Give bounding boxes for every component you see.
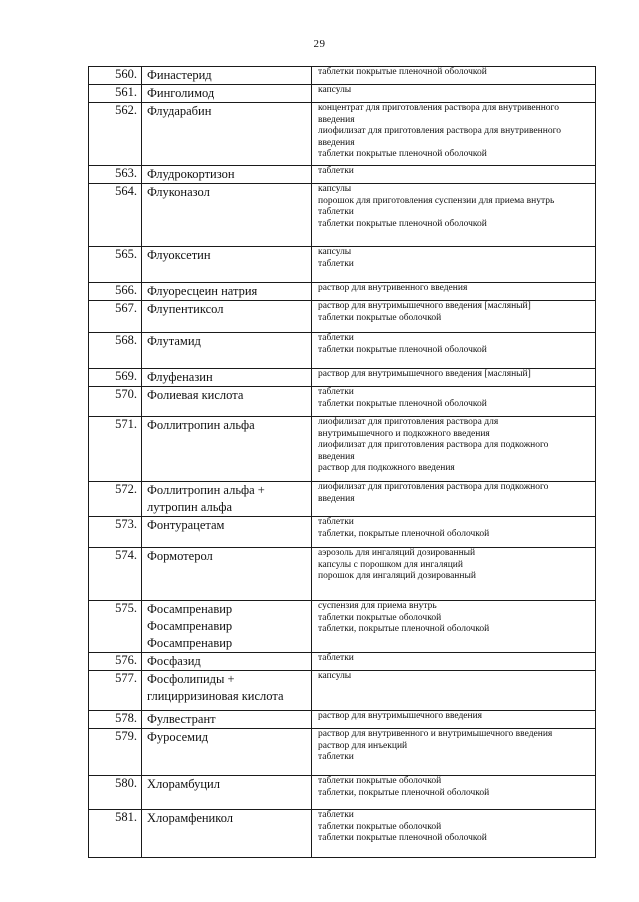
- dosage-form: лиофилизат для приготовления раствора для: [318, 417, 499, 427]
- drug-name-cell: [142, 333, 312, 369]
- dosage-form: концентрат для приготовления раствора для внутривенного: [318, 103, 559, 113]
- dosage-forms-cell: [312, 417, 596, 482]
- drug-name: Фосфазид: [147, 654, 201, 668]
- table-row: [89, 301, 596, 333]
- row-number: 574.: [89, 548, 142, 601]
- dosage-form: капсулы: [318, 85, 352, 95]
- drug-name-cell: [142, 417, 312, 482]
- dosage-forms-cell: [312, 67, 596, 85]
- dosage-form: раствор для подкожного введения: [318, 463, 455, 474]
- dosage-forms-cell: [312, 301, 596, 333]
- drug-name-cell: [142, 247, 312, 283]
- drug-name: Флудрокортизон: [147, 167, 235, 181]
- row-number: 578.: [89, 711, 142, 729]
- dosage-form: таблетки покрытые пленочной оболочкой: [318, 218, 487, 229]
- dosage-forms-cell: [312, 810, 596, 858]
- table-row: [89, 729, 596, 776]
- dosage-forms-cell: [312, 247, 596, 283]
- drug-name: Флударабин: [147, 104, 212, 118]
- drug-name-cell: [142, 711, 312, 729]
- table-row: [89, 333, 596, 369]
- dosage-form: таблетки покрытые пленочной оболочкой: [318, 398, 487, 409]
- drug-name: Фулвестрант: [147, 712, 216, 726]
- dosage-forms-cell: [312, 85, 596, 103]
- dosage-form: таблетки покрытые пленочной оболочкой: [318, 67, 487, 77]
- dosage-forms-cell: [312, 387, 596, 417]
- dosage-forms-cell: [312, 103, 596, 166]
- drug-name: Фонтурацетам: [147, 518, 225, 532]
- table-row: [89, 517, 596, 548]
- drug-name: Фуросемид: [147, 730, 209, 744]
- dosage-form: введения: [318, 451, 355, 462]
- dosage-forms-cell: [312, 653, 596, 671]
- drug-name: Хлорамфеникол: [147, 811, 234, 825]
- drug-name: Фосампренавир: [147, 619, 233, 633]
- table-row: [89, 247, 596, 283]
- drug-name: Флуоресцеин натрия: [147, 284, 258, 298]
- drug-name-cell: [142, 103, 312, 166]
- row-number: 572.: [89, 482, 142, 517]
- row-number: 581.: [89, 810, 142, 858]
- table-row: [89, 369, 596, 387]
- drug-name: Флутамид: [147, 334, 201, 348]
- dosage-forms-cell: [312, 671, 596, 711]
- drug-name: Финголимод: [147, 86, 215, 100]
- dosage-form: таблетки: [318, 258, 354, 269]
- dosage-form: таблетки: [318, 207, 354, 218]
- dosage-form: таблетки: [318, 653, 354, 663]
- table-row: [89, 653, 596, 671]
- page-number: 29: [313, 38, 326, 50]
- dosage-form: лиофилизат для приготовления раствора для внутривенного: [318, 126, 561, 137]
- dosage-form: таблетки: [318, 333, 354, 343]
- table-row: [89, 601, 596, 653]
- drug-name: Флуоксетин: [147, 248, 211, 262]
- drug-name: Финастерид: [147, 68, 212, 82]
- drug-name-cell: [142, 184, 312, 247]
- dosage-form: раствор для внутримышечного введения: [318, 711, 483, 721]
- dosage-forms-cell: [312, 601, 596, 653]
- dosage-form: капсулы: [318, 184, 352, 194]
- table-row: [89, 387, 596, 417]
- row-number: 560.: [89, 67, 142, 85]
- row-number: 568.: [89, 333, 142, 369]
- drug-name-cell: [142, 601, 312, 653]
- drug-name: Флупентиксол: [147, 302, 224, 316]
- drug-name: Фосампренавир: [147, 636, 233, 650]
- row-number: 570.: [89, 387, 142, 417]
- dosage-forms-cell: [312, 184, 596, 247]
- drug-name-cell: [142, 67, 312, 85]
- dosage-form: таблетки: [318, 517, 354, 527]
- row-number: 569.: [89, 369, 142, 387]
- drug-name-cell: [142, 729, 312, 776]
- drug-name-cell: [142, 776, 312, 810]
- drug-name-cell: [142, 653, 312, 671]
- drug-name-cell: [142, 671, 312, 711]
- table-row: [89, 283, 596, 301]
- dosage-form: раствор для внутримышечного введения [масляный]: [318, 301, 531, 311]
- dosage-forms-cell: [312, 776, 596, 810]
- dosage-forms-cell: [312, 166, 596, 184]
- row-number: 577.: [89, 671, 142, 711]
- row-number: 580.: [89, 776, 142, 810]
- dosage-form: таблетки покрытые оболочкой: [318, 821, 442, 832]
- dosage-form: раствор для внутривенного и внутримышечного введения: [318, 729, 553, 739]
- row-number: 576.: [89, 653, 142, 671]
- dosage-form: внутримышечного и подкожного введения: [318, 428, 490, 439]
- row-number: 566.: [89, 283, 142, 301]
- medicines-table: [88, 66, 596, 858]
- dosage-form: капсулы: [318, 247, 352, 257]
- dosage-forms-cell: [312, 482, 596, 517]
- drug-name: Хлорамбуцил: [147, 777, 220, 791]
- dosage-forms-cell: [312, 283, 596, 301]
- row-number: 567.: [89, 301, 142, 333]
- table-row: [89, 166, 596, 184]
- drug-name-cell: [142, 369, 312, 387]
- dosage-form: таблетки покрытые пленочной оболочкой: [318, 344, 487, 355]
- row-number: 571.: [89, 417, 142, 482]
- dosage-form: капсулы с порошком для ингаляций: [318, 559, 463, 570]
- drug-name: Флуконазол: [147, 185, 210, 199]
- drug-name-cell: [142, 166, 312, 184]
- drug-name-cell: [142, 517, 312, 548]
- drug-name: Формотерол: [147, 549, 213, 563]
- table-row: [89, 548, 596, 601]
- row-number: 564.: [89, 184, 142, 247]
- dosage-form: таблетки, покрытые пленочной оболочкой: [318, 787, 490, 798]
- dosage-form: раствор для инъекций: [318, 740, 408, 751]
- row-number: 573.: [89, 517, 142, 548]
- dosage-form: раствор для внутривенного введения: [318, 283, 468, 293]
- drug-name-cell: [142, 482, 312, 517]
- dosage-form: порошок для ингаляций дозированный: [318, 571, 476, 582]
- dosage-form: таблетки, покрытые пленочной оболочкой: [318, 624, 490, 635]
- drug-name: лутропин альфа: [147, 500, 233, 514]
- dosage-form: лиофилизат для приготовления раствора для подкожного: [318, 482, 549, 492]
- drug-name-cell: [142, 301, 312, 333]
- drug-name: Фоллитропин альфа +: [147, 483, 265, 497]
- dosage-forms-cell: [312, 369, 596, 387]
- dosage-form: капсулы: [318, 671, 352, 681]
- dosage-form: лиофилизат для приготовления раствора для подкожного: [318, 440, 549, 451]
- drug-name-cell: [142, 85, 312, 103]
- table-row: [89, 85, 596, 103]
- dosage-form: раствор для внутримышечного введения [масляный]: [318, 369, 531, 379]
- table-row: [89, 67, 596, 85]
- drug-name-cell: [142, 283, 312, 301]
- row-number: 575.: [89, 601, 142, 653]
- dosage-form: введения: [318, 114, 355, 125]
- drug-name: глицирризиновая кислота: [147, 689, 284, 703]
- table-row: [89, 103, 596, 166]
- dosage-form: таблетки покрытые оболочкой: [318, 776, 442, 786]
- dosage-forms-cell: [312, 711, 596, 729]
- dosage-form: таблетки: [318, 387, 354, 397]
- dosage-form: введения: [318, 493, 355, 504]
- dosage-form: таблетки, покрытые пленочной оболочкой: [318, 528, 490, 539]
- drug-name: Флуфеназин: [147, 370, 213, 384]
- dosage-forms-cell: [312, 517, 596, 548]
- dosage-form: таблетки покрытые пленочной оболочкой: [318, 149, 487, 160]
- dosage-form: таблетки покрытые оболочкой: [318, 612, 442, 623]
- row-number: 563.: [89, 166, 142, 184]
- dosage-forms-cell: [312, 333, 596, 369]
- table-row: [89, 810, 596, 858]
- dosage-forms-cell: [312, 729, 596, 776]
- dosage-form: таблетки: [318, 166, 354, 176]
- dosage-form: таблетки: [318, 810, 354, 820]
- drug-name: Фоллитропин альфа: [147, 418, 255, 432]
- dosage-form: таблетки: [318, 752, 354, 763]
- drug-name-cell: [142, 387, 312, 417]
- dosage-form: введения: [318, 137, 355, 148]
- table-row: [89, 482, 596, 517]
- dosage-form: таблетки покрытые пленочной оболочкой: [318, 833, 487, 844]
- table-row: [89, 184, 596, 247]
- dosage-form: суспензия для приема внутрь: [318, 601, 437, 611]
- dosage-form: аэрозоль для ингаляций дозированный: [318, 548, 476, 558]
- drug-name-cell: [142, 810, 312, 858]
- drug-name: Фосампренавир: [147, 602, 233, 616]
- drug-name: Фолиевая кислота: [147, 388, 244, 402]
- dosage-form: таблетки покрытые оболочкой: [318, 312, 442, 323]
- dosage-forms-cell: [312, 548, 596, 601]
- table-row: [89, 711, 596, 729]
- dosage-form: порошок для приготовления суспензии для приема внутрь: [318, 195, 555, 206]
- row-number: 579.: [89, 729, 142, 776]
- drug-name-cell: [142, 548, 312, 601]
- table-body: [89, 67, 596, 858]
- drug-name: Фосфолипиды +: [147, 672, 235, 686]
- row-number: 562.: [89, 103, 142, 166]
- row-number: 565.: [89, 247, 142, 283]
- table-row: [89, 776, 596, 810]
- table-row: [89, 671, 596, 711]
- table-row: [89, 417, 596, 482]
- row-number: 561.: [89, 85, 142, 103]
